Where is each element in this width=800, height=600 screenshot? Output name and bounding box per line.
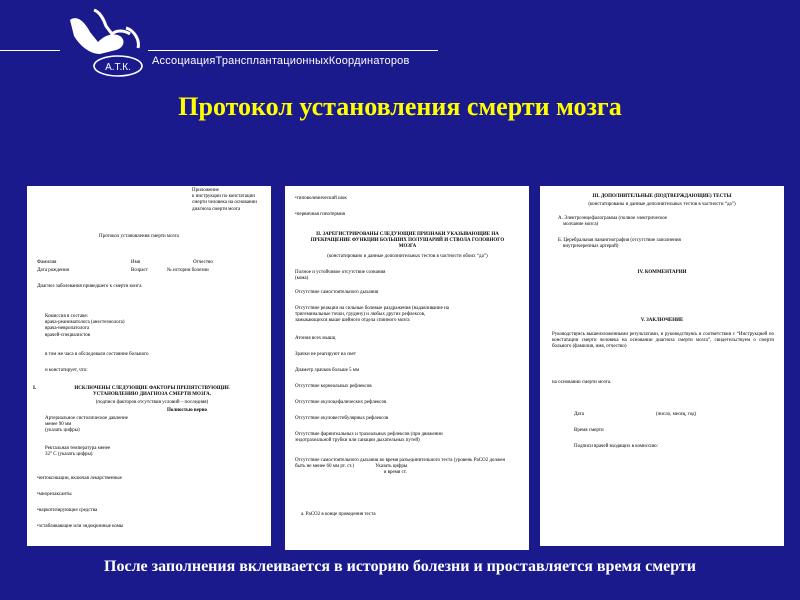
examined-line: в том же часа в обследовали состояние больного xyxy=(45,352,149,357)
sign-item: Зрачки не реагируют на свет xyxy=(295,352,356,357)
section1-sub: (подписи факторов отсутствия условий – последняя) xyxy=(95,400,209,405)
section1-absolutely: Полностью верно xyxy=(167,408,207,413)
section2-title: II. ЗАРЕГИСТРИРОВАНЫ СЛЕДУЮЩИЕ ПРИЗНАКИ УКАЗЫВАЮЩИЕ НА ПРЕКРАЩЕНИЕ ФУНКЦИИ БОЛЬШИХ ПОЛУШАРИЙ И СТВОЛА ГОЛОВНОГО МОЗГА xyxy=(310,232,505,250)
sign-item: Отсутствие реакции на сильные болевые раздражения (надавливание на тригеминальные точки, грудину) и любых других рефлексов, замыкающихся выше шейного отдела спинного мозга xyxy=(295,306,449,324)
protocol-page-3 xyxy=(540,186,784,546)
commission: Комиссия в составе: врача-реаниматолога (анестезиолога) врача-невропатолога врачей-специалистов xyxy=(45,314,125,338)
field-name: Имя xyxy=(131,260,141,265)
list-item: •эстабливающие или эндокринные комы xyxy=(37,524,124,529)
section5-title: V. ЗАКЛЮЧЕНИЕ xyxy=(640,318,684,323)
section2-sub: (констатировано и данные дополнительных тестов в частности обоих “да”) xyxy=(327,254,488,259)
list-item: •миорелаксанты xyxy=(37,492,72,497)
signatures-line: Подписи врачей входящих в комиссию: xyxy=(574,444,658,449)
logo-text: А.Т.К. xyxy=(105,62,131,73)
association-name: АссоциацияТрансплантационныхКоординаторов xyxy=(152,55,410,67)
slide-title: Протокол установления смерти мозга xyxy=(178,92,622,121)
paco2-line: а. PaCO2 в конце проведения теста xyxy=(301,512,376,517)
field-patronymic: Отчество xyxy=(193,260,213,265)
temp-line: Ректальная температура менее 32° С (указать цифры) xyxy=(45,446,111,458)
field-surname: Фамилия xyxy=(37,260,57,265)
sign-item: Отсутствие окулоцефалических рефлексов xyxy=(295,400,387,405)
field-case-no: № истории болезни xyxy=(167,268,209,273)
header-rule-left xyxy=(0,50,60,51)
list-item: •первичная гипотермия xyxy=(295,212,345,217)
footer-caption: После заполнения вклеивается в историю болезни и проставляется время смерти xyxy=(104,558,696,575)
date-format: (число, месяц, год) xyxy=(656,412,697,417)
field-diagnosis: Диагноз заболевания приведшего к смерти мозга xyxy=(37,284,142,289)
section3-title: III. ДОПОЛНИТЕЛЬНЫЕ (ПОДТВЕРЖДАЮЩИЕ) ТЕСТЫ xyxy=(592,194,732,199)
sign-item: Отсутствие самостоятельного дыхания во время разъединительного теста (уровень PaCO2 должен быть не менее 60 мм рт. ст.) Указать цифры и время ст. xyxy=(295,458,506,476)
appendix-note: Приложение к инструкции по констатации смерти человека на основании диагноза смерти мозга xyxy=(192,188,257,212)
time-of-death: Время смерти xyxy=(574,428,604,433)
protocol-page-1 xyxy=(27,186,271,546)
protocol-page-2 xyxy=(285,186,529,550)
section3-sub: (констатированы и данные дополнительных тестов в частности “да”) xyxy=(588,202,736,207)
field-birthdate: Дата рождения xyxy=(37,268,69,273)
header-rule-right xyxy=(148,50,438,51)
section4-title: IV. КОММЕНТАРИИ xyxy=(637,270,687,275)
sign-item: Полное и устойчивое отсутствие сознания (кома) xyxy=(295,270,386,282)
basis-line: на основании смерти мозга. xyxy=(552,380,612,385)
sign-item: Отсутствие корнеальных рефлексов xyxy=(295,384,372,389)
sign-item: Отсутствие фарингеальных и трахеальных рефлексов (при движении эндотрахеальной трубки или санации дыхательных путей) xyxy=(295,432,443,444)
section1-title: ИСКЛЮЧЕНЫ СЛЕДУЮЩИЕ ФАКТОРЫ ПРЕПЯТСТВУЮЩИЕ УСТАНОВЛЕНИЮ ДИАГНОЗА СМЕРТИ МОЗГА. xyxy=(74,386,230,398)
list-item: •гиповолемический шок xyxy=(295,196,347,201)
test-angiography: Б. Церебральная панангиография (отсутствие заполнения внутричерепных артерий) xyxy=(558,238,681,250)
sign-item: Диаметр зрачков больше 5 мм xyxy=(295,368,360,373)
sign-item: Атония всех мышц xyxy=(295,336,336,341)
doc-title: Протокол установления смерти мозга xyxy=(99,234,179,239)
date-label: Дата xyxy=(574,412,584,417)
sign-item: Отсутствие самостоятельного дыхания xyxy=(295,290,379,295)
conclusion-text: Руководствуясь вышеизложенными результатами, и руководствуясь в соответствии с “Инструкцией по констатации смерти человека на основании диагноза смерти мозга”, свидетельствуем о смерти больного (фамилия, имя, отчество) xyxy=(552,332,774,350)
test-eeg: А. Электроэнцефалограмма (полное электрическое молчание мозга) xyxy=(558,216,668,228)
bp-line: Артериальное систолическое давление менее 90 мм (указать цифры) xyxy=(45,416,128,434)
section1-num: I. xyxy=(33,386,37,391)
sign-item: Отсутствие окуловестибулярных рефлексов xyxy=(295,416,389,421)
state-line: и констатирует, что: xyxy=(45,368,88,373)
list-item: •наркотизирующие средства xyxy=(37,508,98,513)
list-item: •интоксикации, включая лекарственные xyxy=(37,476,122,481)
atk-logo xyxy=(60,6,150,80)
field-age: Возраст xyxy=(131,268,148,273)
